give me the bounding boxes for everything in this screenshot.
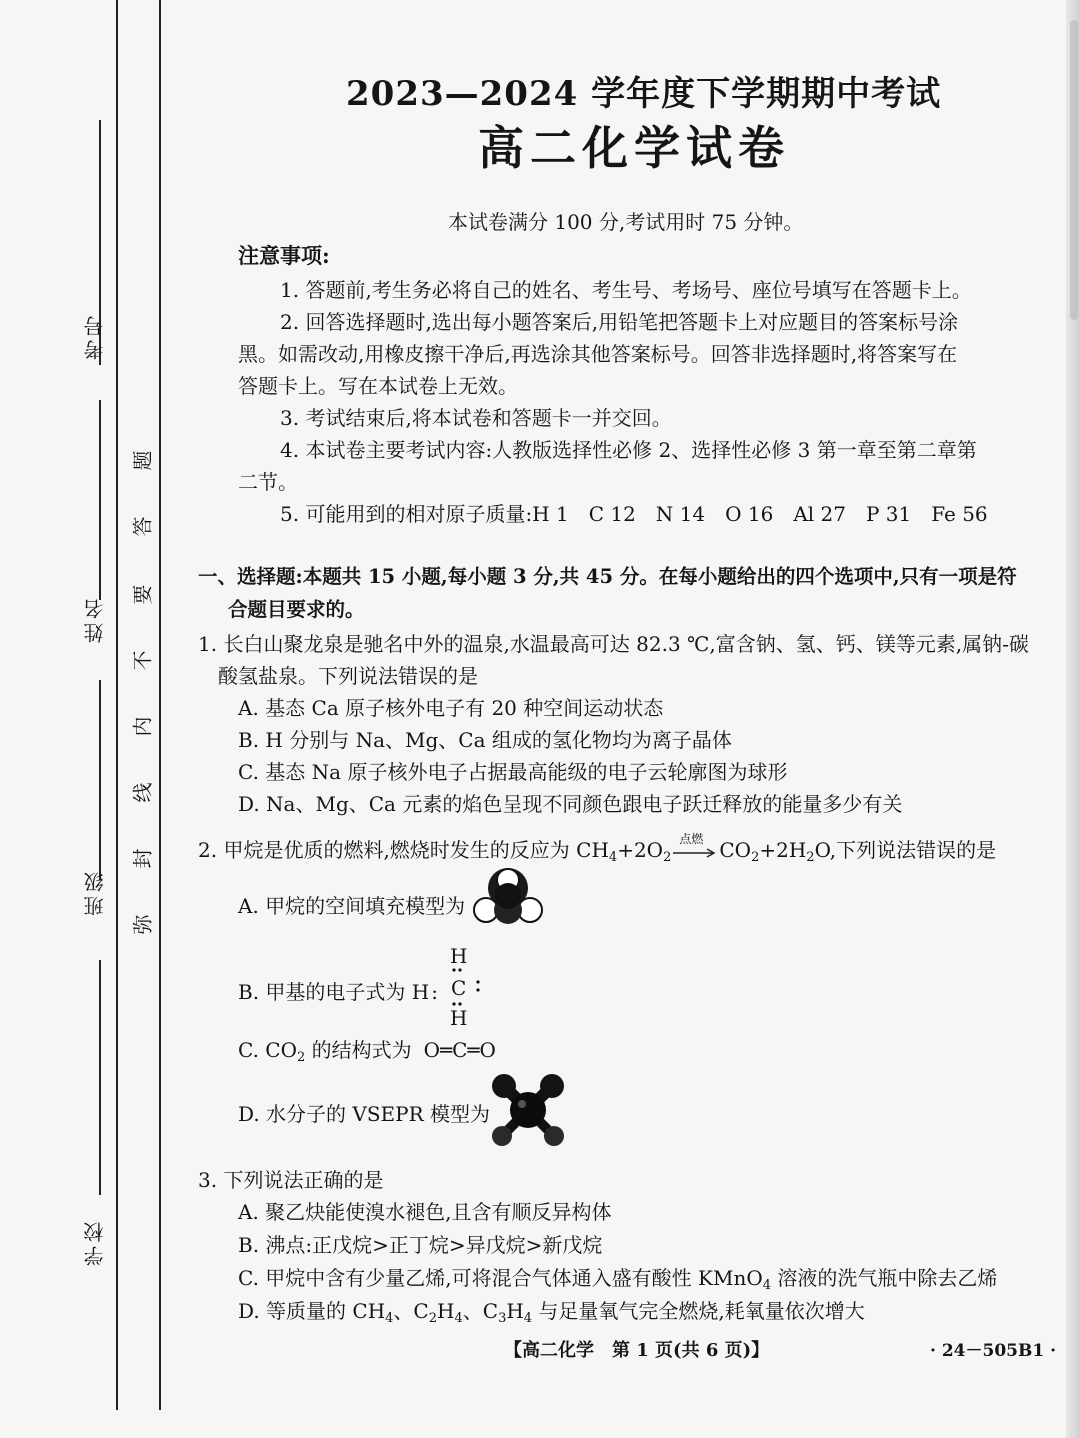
- methyl-h-top: H: [450, 944, 468, 968]
- section-heading: 一、选择题:本题共 15 小题,每小题 3 分,共 45 分。在每小题给出的四个选项中,只有一项是符: [198, 565, 1017, 588]
- binding-line-outer: [116, 0, 118, 1410]
- q3-c-text: C. 甲烷中含有少量乙烯,可将混合气体通入盛有酸性 KMnO: [238, 1266, 763, 1290]
- q2-stem-part: O,下列说法错误的是: [814, 838, 997, 862]
- methane-space-filling-model-icon: [472, 866, 544, 930]
- q2-c-text: 的结构式为: [305, 1038, 412, 1062]
- seal-char: 封: [130, 848, 155, 869]
- exam-info: 本试卷满分 100 分,考试用时 75 分钟。: [448, 210, 804, 234]
- q3-d-text: 、C: [393, 1299, 429, 1323]
- school-line[interactable]: [99, 960, 101, 1195]
- subscript: 4: [454, 1311, 463, 1326]
- subscript: 4: [523, 1311, 533, 1326]
- question-1-stem-cont: 酸氢盐泉。下列说法错误的是: [218, 664, 478, 688]
- seal-char: 答: [130, 516, 155, 537]
- q3-d-text: 、C: [462, 1299, 499, 1323]
- notes-line: 黑。如需改动,用橡皮擦干净后,再选涂其他答案标号。回答非选择题时,将答案写在: [238, 342, 958, 366]
- q2-c-text: C. CO: [238, 1038, 298, 1062]
- q2-stem-part: +2H: [759, 838, 807, 862]
- colon: :: [431, 980, 438, 1004]
- exam-number-label: 考号: [83, 312, 107, 360]
- q3-option-a: A. 聚乙炔能使溴水褪色,且含有顺反异构体: [238, 1200, 612, 1224]
- paper-code: · 24－505B1 ·: [930, 1341, 1057, 1361]
- subscript: 3: [498, 1311, 507, 1326]
- subscript: 2: [751, 850, 760, 865]
- exam-title: 2023—2024 学年度下学期期中考试: [346, 74, 942, 114]
- subscript: 4: [762, 1278, 771, 1293]
- notes-heading: 注意事项:: [238, 243, 330, 268]
- arrow-icon: [673, 848, 717, 858]
- q3-d-text: D. 等质量的 CH: [238, 1299, 386, 1323]
- seal-char: 线: [130, 782, 155, 803]
- section-heading-cont: 合题目要求的。: [228, 598, 365, 621]
- q2-option-a: A. 甲烷的空间填充模型为: [238, 894, 466, 918]
- q3-option-d: [238, 1295, 865, 1326]
- seal-char: 弥: [130, 914, 155, 935]
- question-2-stem: [198, 831, 997, 865]
- scrollbar-thumb[interactable]: [1070, 20, 1078, 320]
- reaction-arrow: [673, 831, 717, 862]
- water-vsepr-model-icon: [488, 1070, 568, 1150]
- class-line[interactable]: [99, 680, 101, 880]
- q3-option-b: B. 沸点:正戊烷>正丁烷>异戊烷>新戊烷: [238, 1233, 603, 1257]
- notes-line: 4. 本试卷主要考试内容:人教版选择性必修 2、选择性必修 3 第一章至第二章第: [280, 438, 977, 462]
- seal-char: 内: [130, 716, 155, 737]
- q2-option-c: [238, 1034, 496, 1065]
- q1-option-c: C. 基态 Na 原子核外电子占据最高能级的电子云轮廓图为球形: [238, 760, 788, 784]
- question-1-stem: 1. 长白山聚龙泉是驰名中外的温泉,水温最高可达 82.3 ℃,富含钠、氢、钙、镁等元素,属钠-碳: [198, 632, 1029, 656]
- methyl-c: C: [451, 976, 467, 1000]
- q3-c-text: 溶液的洗气瓶中除去乙烯: [771, 1266, 998, 1290]
- binding-line-inner: [159, 0, 161, 1410]
- q3-d-text: H: [506, 1299, 524, 1323]
- subscript: 4: [385, 1311, 394, 1326]
- q3-option-c: [238, 1262, 997, 1293]
- subscript: 2: [297, 1050, 306, 1065]
- q2-b-text: B. 甲基的电子式为 H: [238, 980, 430, 1004]
- subscript: 4: [608, 850, 618, 865]
- co2-structural-formula: O═C═O: [423, 1038, 496, 1062]
- notes-line: 3. 考试结束后,将本试卷和答题卡一并交回。: [280, 406, 672, 430]
- subscript: 2: [663, 850, 672, 865]
- notes-line: 2. 回答选择题时,选出每小题答案后,用铅笔把答题卡上对应题目的答案标号涂: [280, 310, 959, 334]
- q2-stem-part: 2. 甲烷是优质的燃料,燃烧时发生的反应为 CH: [198, 838, 609, 862]
- q2-stem-part: CO: [719, 838, 752, 862]
- electron-dots-icon: [448, 966, 488, 1012]
- school-label: 学校: [83, 1218, 107, 1266]
- seal-char: 题: [130, 450, 155, 471]
- page-footer: 【高二化学 第 1 页(共 6 页)】: [504, 1340, 770, 1361]
- q1-option-d: D. Na、Mg、Ca 元素的焰色呈现不同颜色跟电子跃迁释放的能量多少有关: [238, 792, 903, 816]
- q1-option-a: A. 基态 Ca 原子核外电子有 20 种空间运动状态: [238, 696, 664, 720]
- question-3-stem: 3. 下列说法正确的是: [198, 1168, 384, 1192]
- subscript: 2: [428, 1311, 438, 1326]
- reaction-condition: 点燃: [679, 831, 704, 846]
- subscript: 2: [806, 850, 815, 865]
- class-label: 班级: [83, 868, 107, 916]
- q2-option-b: [238, 976, 438, 1005]
- q2-option-d: D. 水分子的 VSEPR 模型为: [238, 1102, 491, 1126]
- q1-option-b: B. H 分别与 Na、Mg、Ca 组成的氢化物均为离子晶体: [238, 728, 732, 752]
- q2-stem-part: +2O: [617, 838, 664, 862]
- exam-subject-title: 高二化学试卷: [478, 121, 790, 175]
- methyl-h-bottom: H: [450, 1006, 468, 1030]
- notes-line: 1. 答题前,考生务必将自己的姓名、考生号、考场号、座位号填写在答题卡上。: [280, 278, 972, 302]
- name-line[interactable]: [99, 400, 101, 600]
- seal-char: 要: [130, 584, 155, 605]
- notes-line: 二节。: [238, 470, 298, 494]
- q3-d-text: H: [437, 1299, 455, 1323]
- seal-char: 不: [130, 650, 155, 671]
- name-label: 姓名: [83, 595, 107, 643]
- q3-d-text: 与足量氧气完全燃烧,耗氧量依次增大: [532, 1299, 865, 1323]
- notes-line: 5. 可能用到的相对原子质量:H 1 C 12 N 14 O 16 Al 27 P 31 Fe 56: [280, 502, 988, 526]
- notes-line: 答题卡上。写在本试卷上无效。: [238, 374, 518, 398]
